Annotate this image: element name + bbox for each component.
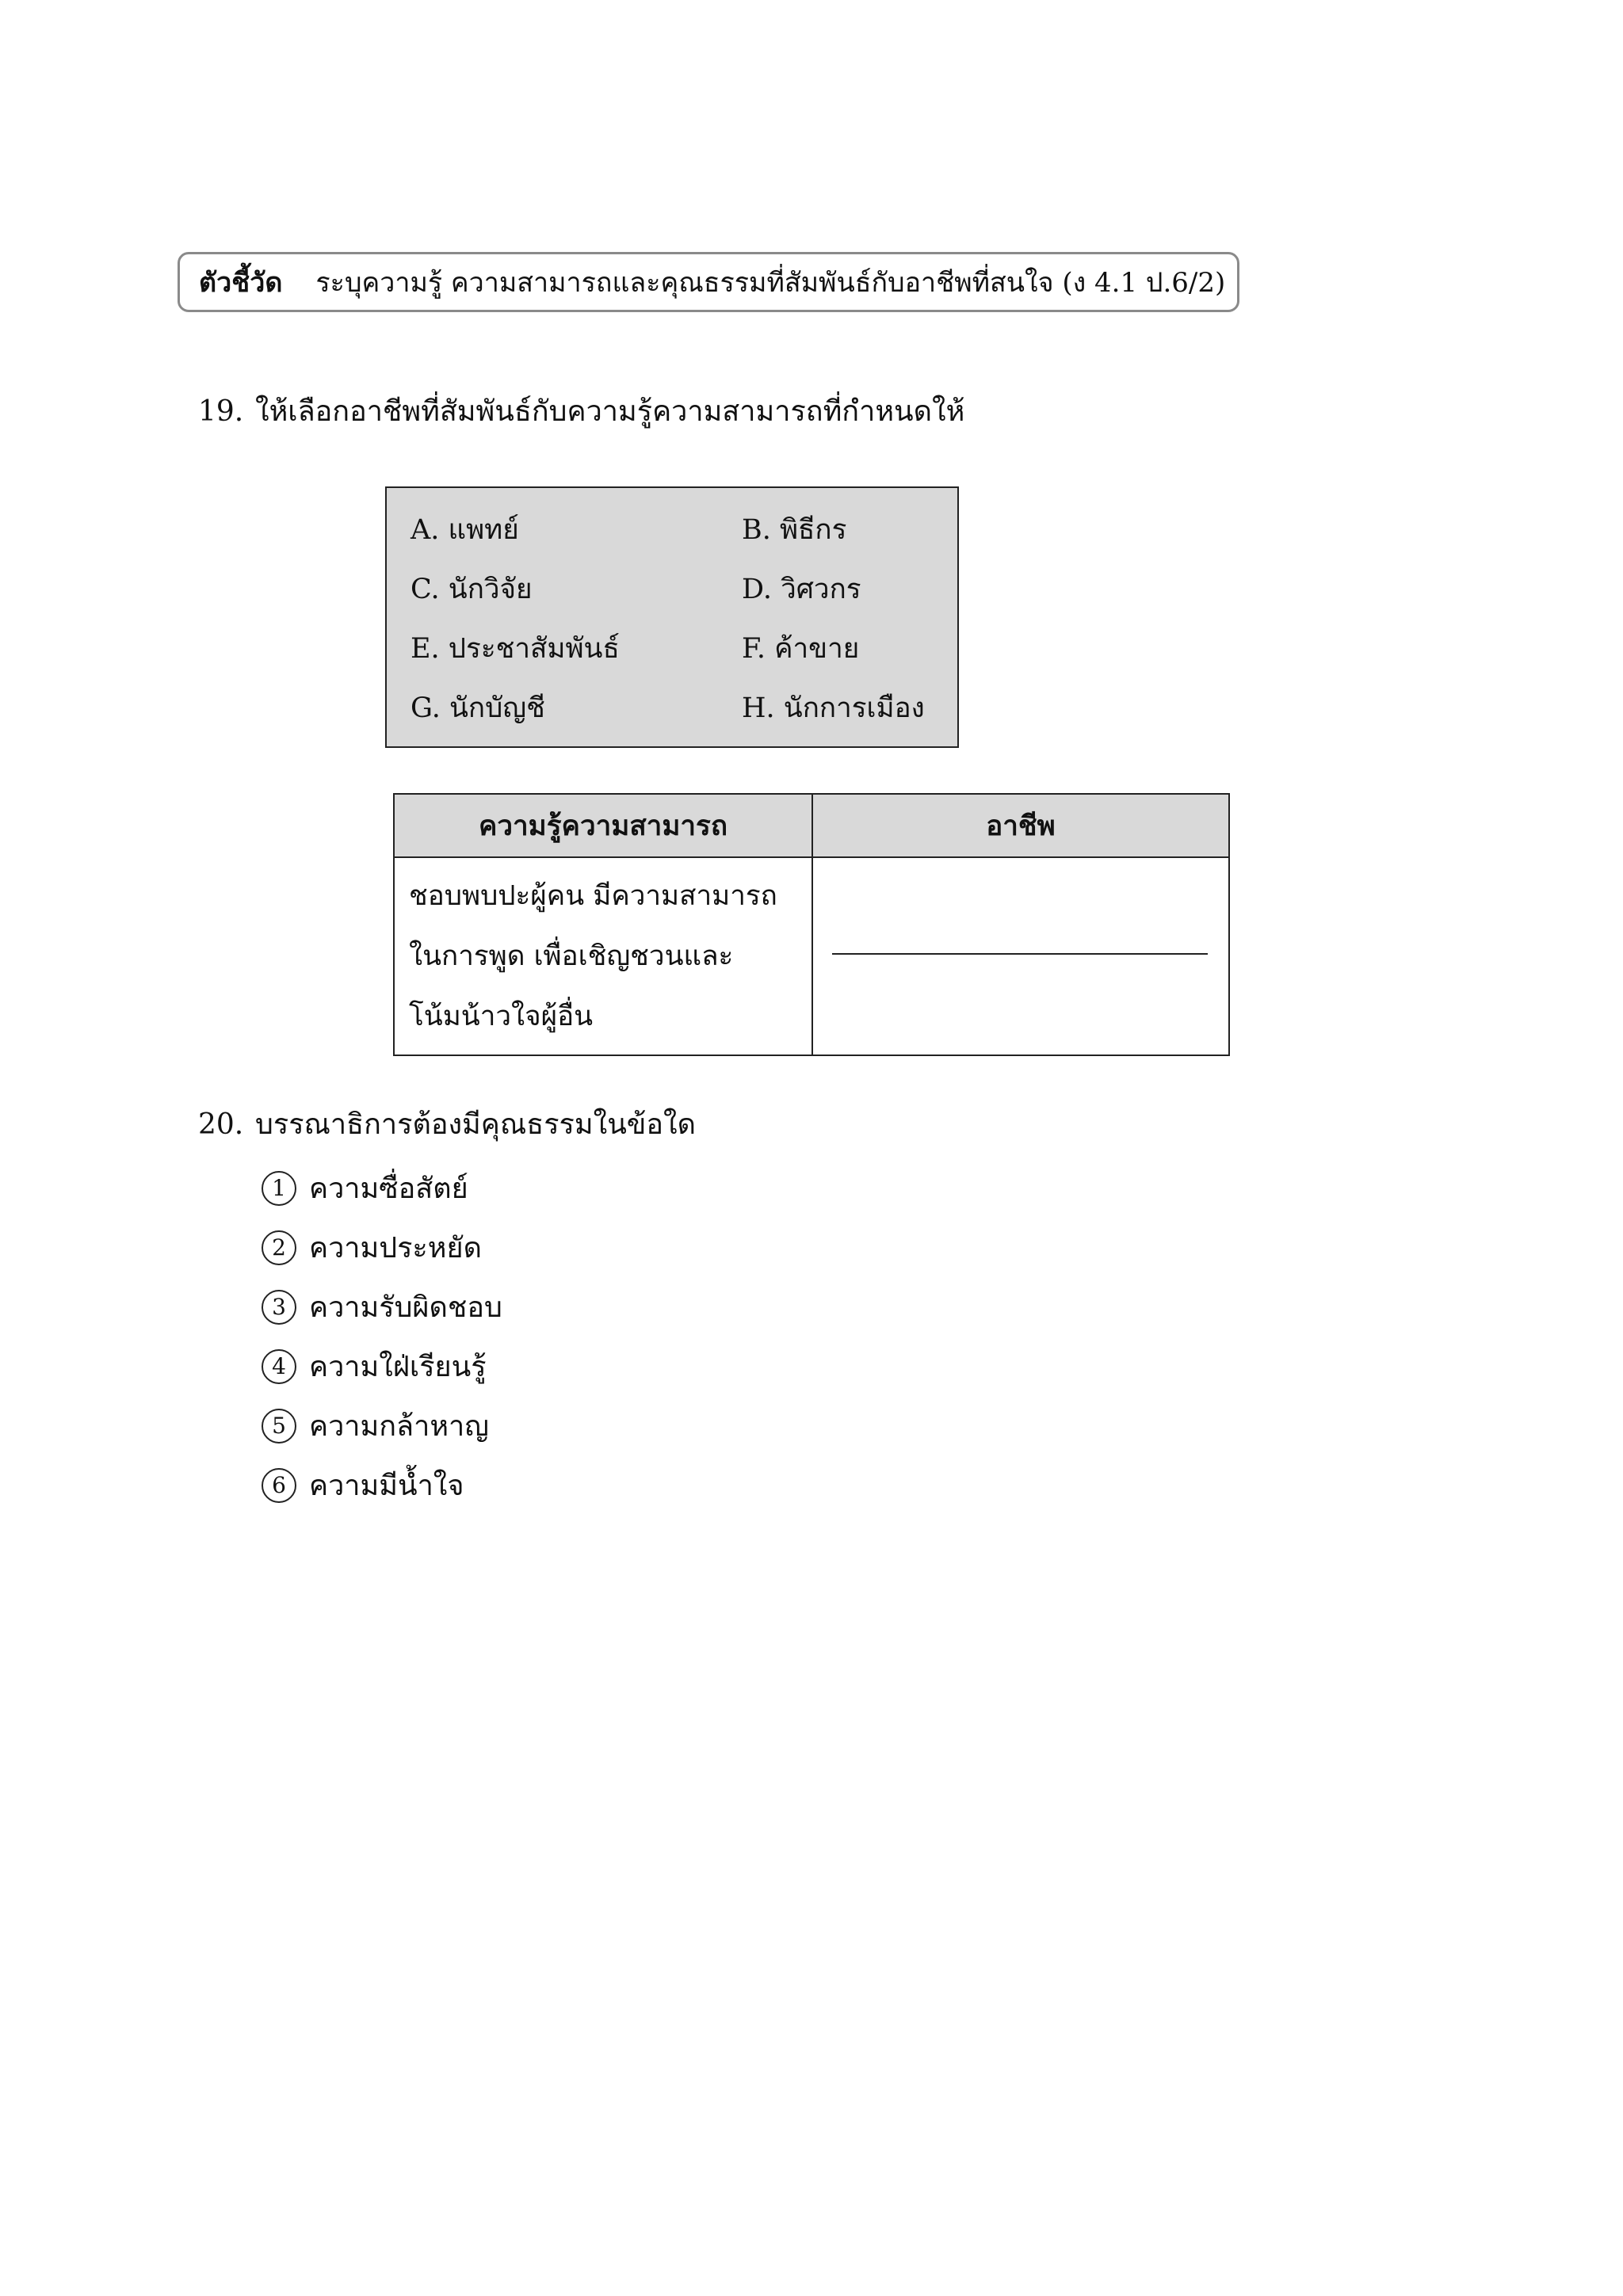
header-knowledge: ความรู้ความสามารถ — [394, 794, 812, 857]
choice-d: D. วิศวกร — [742, 574, 861, 605]
option-text: ความกล้าหาญ — [309, 1410, 489, 1443]
choice-b: B. พิธีกร — [742, 514, 847, 546]
question-19-text: ให้เลือกอาชีพที่สัมพันธ์กับความรู้ความสามารถที่กำหนดให้ — [255, 395, 965, 428]
indicator-text: ระบุความรู้ ความสามารถและคุณธรรมที่สัมพันธ์กับอาชีพที่สนใจ (ง 4.1 ป.6/2) — [315, 267, 1226, 299]
question-20-options — [262, 1158, 502, 1515]
option-text: ความมีน้ำใจ — [309, 1470, 464, 1502]
option-number-circle[interactable]: 6 — [262, 1468, 296, 1503]
option-4[interactable] — [262, 1337, 502, 1396]
knowledge-line: โน้มน้าวใจผู้อื่น — [409, 1001, 594, 1032]
question-20-text: บรรณาธิการต้องมีคุณธรรมในข้อใด — [255, 1108, 696, 1141]
choice-f: F. ค้าขาย — [742, 633, 860, 665]
header-career: อาชีพ — [812, 794, 1229, 857]
choice-a: A. แพทย์ — [411, 514, 519, 546]
option-number-circle[interactable]: 1 — [262, 1171, 296, 1206]
answer-line[interactable] — [832, 953, 1208, 955]
knowledge-cell — [394, 857, 812, 1055]
option-1[interactable] — [262, 1158, 502, 1218]
choice-h: H. นักการเมือง — [742, 692, 925, 724]
knowledge-line: ในการพูด เพื่อเชิญชวนและ — [409, 940, 734, 972]
question-19-number: 19. — [198, 395, 244, 428]
option-text: ความใฝ่เรียนรู้ — [309, 1351, 487, 1383]
question-20 — [198, 1101, 696, 1146]
option-number-circle[interactable]: 2 — [262, 1230, 296, 1265]
option-text: ความรับผิดชอบ — [309, 1291, 502, 1324]
option-number-circle[interactable]: 3 — [262, 1290, 296, 1325]
knowledge-line: ชอบพบปะผู้คน มีความสามารถ — [409, 880, 777, 912]
career-answer-cell[interactable] — [812, 857, 1229, 1055]
indicator-box — [178, 252, 1239, 312]
option-number-circle[interactable]: 4 — [262, 1349, 296, 1384]
option-number-circle[interactable]: 5 — [262, 1409, 296, 1444]
option-3[interactable] — [262, 1277, 502, 1337]
option-2[interactable] — [262, 1218, 502, 1277]
option-text: ความประหยัด — [309, 1232, 482, 1264]
choice-g: G. นักบัญชี — [411, 692, 545, 724]
question-19 — [198, 388, 964, 433]
career-choices-box — [385, 486, 959, 748]
knowledge-career-table — [393, 793, 1230, 1056]
choice-c: C. นักวิจัย — [411, 574, 533, 605]
indicator-label: ตัวชี้วัด — [199, 267, 283, 299]
question-20-number: 20. — [198, 1108, 244, 1141]
choice-e: E. ประชาสัมพันธ์ — [411, 633, 620, 665]
option-5[interactable] — [262, 1396, 502, 1455]
option-text: ความซื่อสัตย์ — [309, 1173, 468, 1205]
option-6[interactable] — [262, 1455, 502, 1515]
